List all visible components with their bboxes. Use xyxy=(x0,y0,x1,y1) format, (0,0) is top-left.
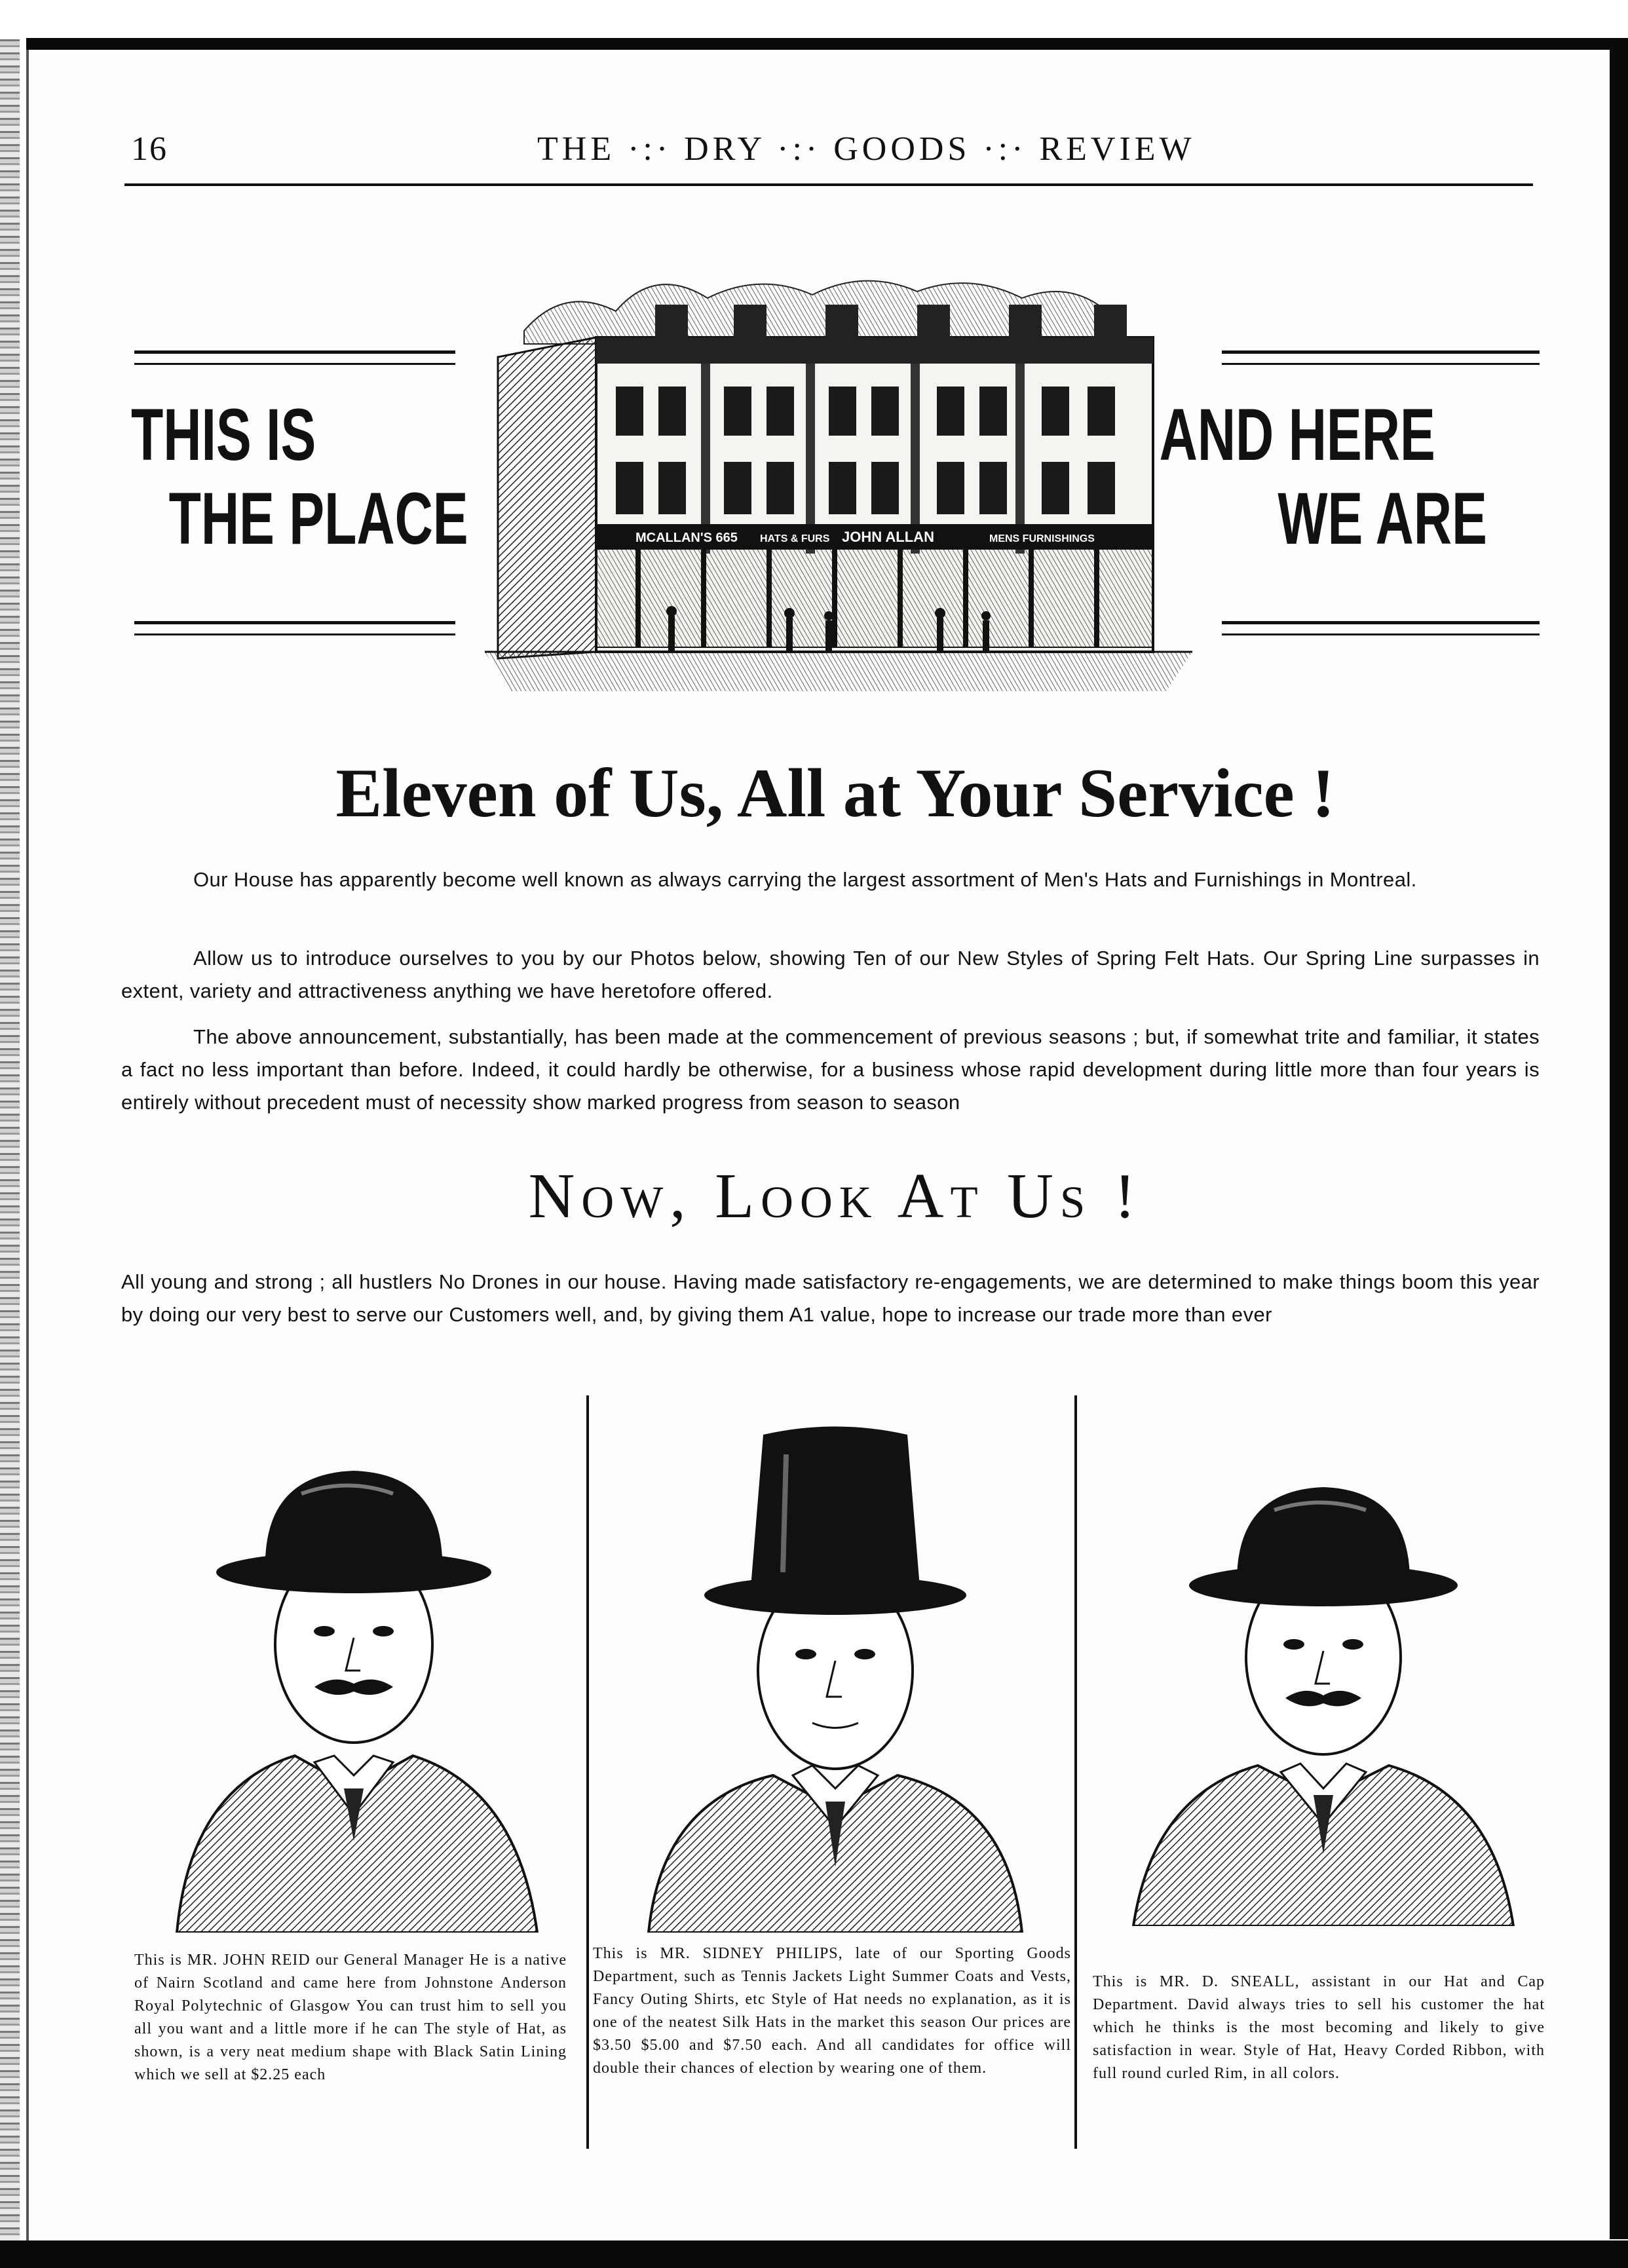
storefront-engraving xyxy=(485,259,1192,704)
banner-right-line-2: WE ARE xyxy=(1278,478,1487,559)
banner-rule-right-bottom xyxy=(1222,621,1540,635)
intro-paragraph-3: The above announcement, substantially, has been made at the commencement of previous seasons ; but, if somewhat trite and familiar, it states a fact no less important than before. Indeed, it could hardly be otherwise, for a business whose rapid development during little more than four years is entirely without precedent must of necessity show marked progress from season to season xyxy=(121,1025,1540,1114)
caption-d-sneall: This is MR. D. SNEALL, assistant in our Hat and Cap Department. David always tries to sell his customer the hat which he thinks is the most becoming and likely to give satisfaction in wear. Style of Hat, Heavy Corded Ribbon, with full round curled Rim, in all colors. xyxy=(1093,1973,1545,2082)
banner-headline-left xyxy=(131,393,468,561)
page-top-margin xyxy=(0,0,1628,39)
running-head xyxy=(131,130,1376,169)
header-rule xyxy=(124,183,1533,186)
page-number: 16 xyxy=(131,130,168,168)
banner-left-line-2: THE PLACE xyxy=(168,478,468,559)
banner-rule-left-bottom xyxy=(134,621,455,635)
scan-edge-left xyxy=(0,39,20,2240)
scan-border-top xyxy=(26,38,1628,50)
portrait-sidney-philips xyxy=(622,1408,1048,1933)
banner-right-line-1: AND HERE xyxy=(1159,394,1435,476)
portrait-d-sneall xyxy=(1114,1467,1533,1926)
column-rule-left xyxy=(586,1395,589,2149)
journal-title: THE ·:· DRY ·:· GOODS ·:· REVIEW xyxy=(537,130,1196,168)
sign-text-4: MENS FURNISHINGS xyxy=(989,533,1095,544)
scan-border-bottom xyxy=(0,2240,1628,2268)
subheading: Now, Look At Us ! xyxy=(528,1161,1143,1232)
intro-paragraph-2: Allow us to introduce ourselves to you by our Photos below, showing Ten of our New Styles of Spring Felt Hats. Our Spring Line surpasses in extent, variety and attractiveness anything we have heretofore offered. xyxy=(121,947,1540,1002)
scan-border-right xyxy=(1610,38,1628,2239)
caption-sidney-philips: This is MR. SIDNEY PHILIPS, late of our Sporting Goods Department, such as Tennis Jackets Light Summer Coats and Vests, Fancy Outing Shirts, etc Style of Hat needs no explanation, as it is one of the neatest Silk Hats in the market this season Our prices are $3.50 $5.00 and $7.50 each. And all candidates for office will double their chances of election by wearing one of them. xyxy=(593,1945,1071,2077)
banner-rule-left-top xyxy=(134,350,455,365)
closing-paragraph: All young and strong ; all hustlers No Drones in our house. Having made satisfactory re-engagements, we are determined to make things boom this year by doing our very best to serve our Customers well, and, by giving them A1 value, hope to increase our trade more than ever xyxy=(121,1270,1540,1326)
intro-paragraph-1: Our House has apparently become well known as always carrying the largest assortment of Men's Hats and Furnishings in Montreal. xyxy=(193,868,1417,891)
banner-left-line-1: THIS IS xyxy=(131,394,316,476)
sign-text-1: MCALLAN'S 665 xyxy=(635,531,738,545)
column-rule-right xyxy=(1074,1395,1077,2149)
main-title: Eleven of Us, All at Your Service ! xyxy=(335,755,1335,831)
scan-edge-line xyxy=(26,50,29,2240)
portrait-john-reid xyxy=(151,1448,557,1933)
banner-headline-right xyxy=(1160,393,1487,561)
banner-rule-right-top xyxy=(1222,350,1540,365)
sign-text-3: JOHN ALLAN xyxy=(842,529,934,545)
sign-text-2: HATS & FURS xyxy=(760,533,830,544)
caption-john-reid: This is MR. JOHN REID our General Manager He is a native of Nairn Scotland and came here from Johnstone Anderson Royal Polytechnic of Glasgow You can trust him to sell you all you want and a little more if he can The style of Hat, as shown, is a very neat medium shape with Black Satin Lining which we sell at $2.25 each xyxy=(134,1952,567,2083)
